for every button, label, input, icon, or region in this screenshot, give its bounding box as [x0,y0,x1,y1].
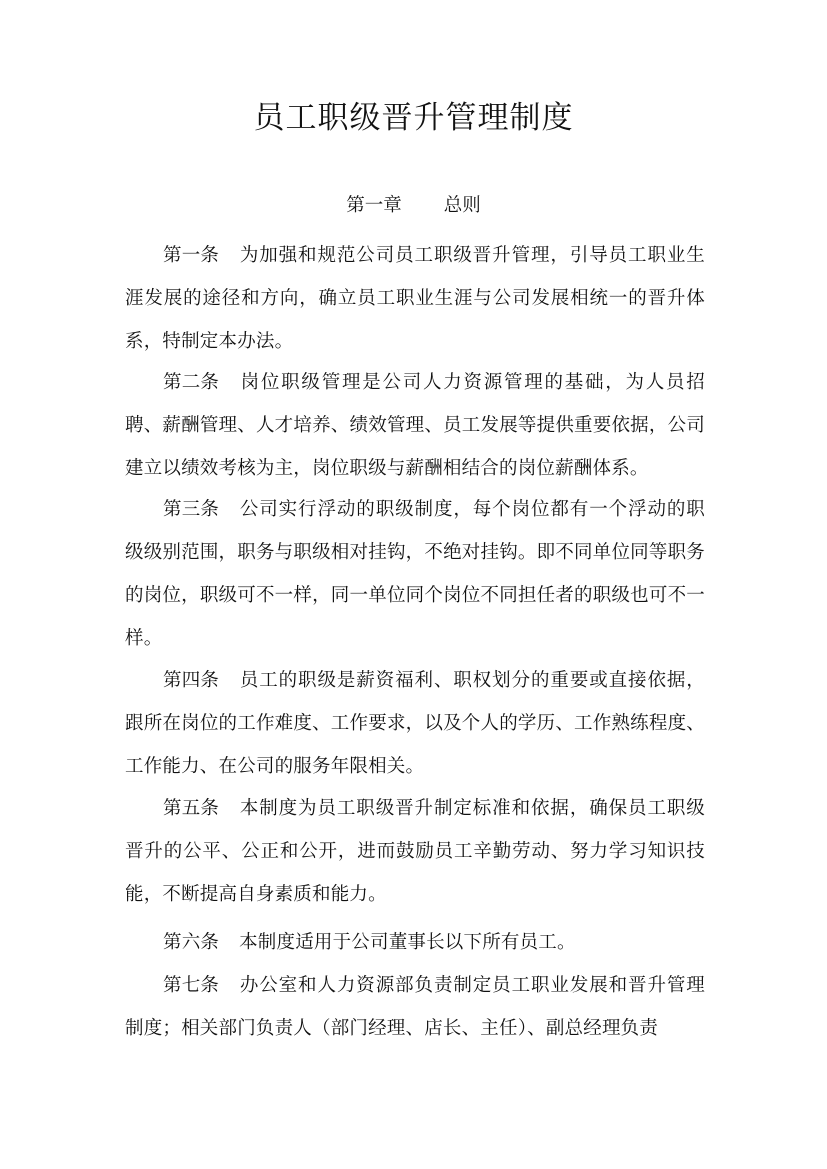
article-number: 第二条 [163,372,220,393]
chapter-number: 第一章 [346,195,402,216]
article-text: 本制度为员工职级晋升制定标准和依据，确保员工职级晋升的公平、公正和公开，进而鼓励员工辛勤劳动、努力学习知识技能，不断提高自身素质和能力。 [125,798,705,905]
article-3 [125,488,705,660]
chapter-name: 总则 [443,195,481,216]
article-text: 员工的职级是薪资福利、职权划分的重要或直接依据，跟所在岗位的工作难度、工作要求，以及个人的学历、工作熟练程度、工作能力、在公司的服务年限相关。 [125,670,705,777]
article-2 [125,361,705,490]
article-4 [125,659,705,788]
article-text: 本制度适用于公司董事长以下所有员工。 [239,932,576,953]
article-text: 为加强和规范公司员工职级晋升管理，引导员工职业生涯发展的途径和方向，确立员工职业生涯与公司发展相统一的晋升体系，特制定本办法。 [125,245,705,352]
article-5 [125,787,705,916]
article-number: 第三条 [163,499,220,520]
chapter-heading [0,191,827,221]
document-title: 员工职级晋升管理制度 [253,100,574,136]
article-7 [125,964,705,1050]
article-text: 公司实行浮动的职级制度，每个岗位都有一个浮动的职级级别范围，职务与职级相对挂钩，不绝对挂钩。即不同单位同等职务的岗位，职级可不一样，同一单位同个岗位不同担任者的职级也可不一样。 [125,499,705,649]
article-text: 办公室和人力资源部负责制定员工职业发展和晋升管理制度；相关部门负责人（部门经理、店长、主任）、副总经理负责 [125,975,705,1039]
article-number: 第六条 [163,932,220,953]
article-number: 第七条 [163,975,220,996]
article-number: 第四条 [163,670,220,691]
article-6 [125,921,705,964]
article-number: 第五条 [163,798,220,819]
article-text: 岗位职级管理是公司人力资源管理的基础，为人员招聘、薪酬管理、人才培养、绩效管理、员工发展等提供重要依据，公司建立以绩效考核为主，岗位职级与薪酬相结合的岗位薪酬体系。 [125,372,705,479]
article-number: 第一条 [163,245,220,266]
article-1 [125,234,705,363]
